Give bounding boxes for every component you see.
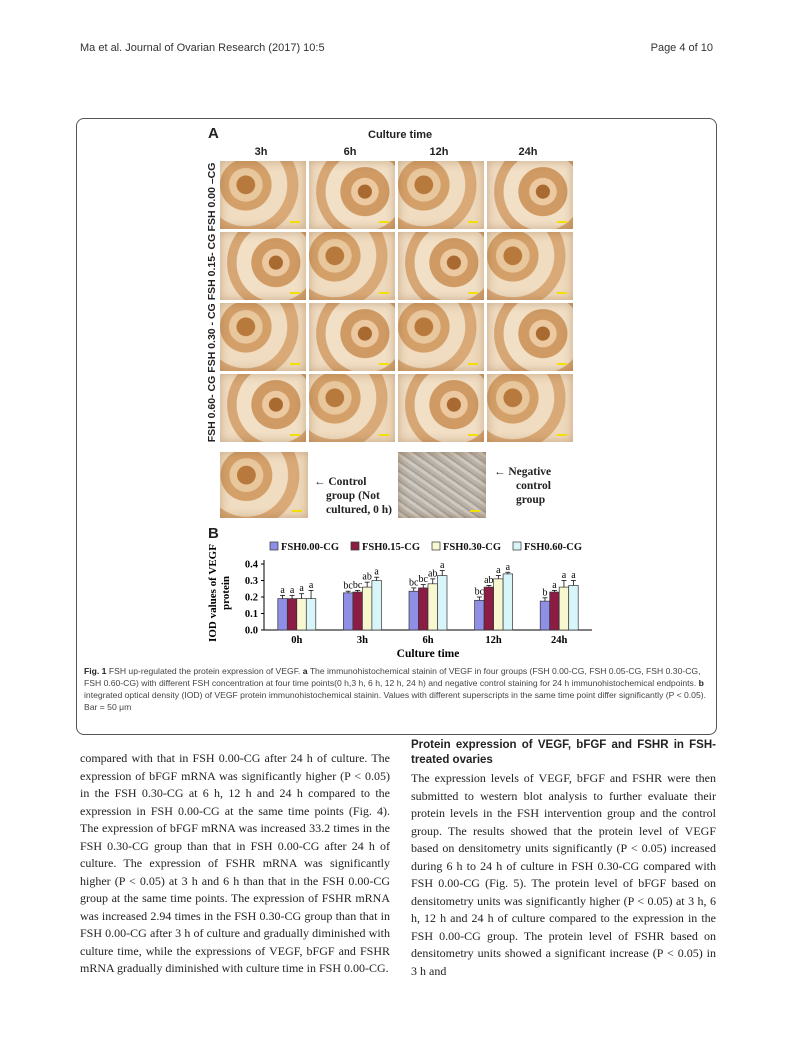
bar-3h-1 (353, 592, 363, 630)
bar-6h-3 (438, 576, 448, 630)
micrograph-r1-c4 (487, 161, 573, 229)
bar-0h-1 (287, 599, 297, 630)
y-axis-label: IOD values of VEGFprotein (207, 544, 232, 642)
y-tick-label-0: 0.0 (244, 625, 258, 637)
bar-24h-2 (559, 587, 569, 630)
bar-24h-3 (569, 585, 579, 630)
panel-a-letter: A (208, 125, 219, 142)
row-label-fsh-0-15: FSH 0.15- CG (206, 233, 218, 301)
caption-part-a: The immunohistochemical stainin of VEGF in four groups (FSH 0.00-CG, FSH 0.05-CG, FSH 0.30-CG, FSH 0.60-CG) with different FSH concentration at four time points(0 h,3 h, 6 h, 12 h, 24 h) and negative control staining for 24 h immunohistochemical endpoints. (84, 666, 701, 688)
x-tick-label-3: 12h (485, 635, 502, 646)
sig-letter-6h-3: a (440, 560, 445, 572)
body-column-left: compared with that in FSH 0.00-CG after 24 h of culture. The expression of bFGF mRNA was significantly higher (P < 0.05) in the FSH 0.30-CG at 6 h, 12 h and 24 h compared to the expression in FSH 0.00-CG at the same time points (Fig. 4). The expression of bFGF mRNA was increased 33.2 times in the FSH 0.30-CG group than that in FSH 0.00-CG after 24 h of culture. The expression of FSHR mRNA was significantly higher (P < 0.05) at 3 h and 6 h than that in the FSH 0.00-CG group at the same time points. The expression of FSHR mRNA was increased 2.94 times in the FSH 0.30-CG group than that in FSH 0.00-CG after 3 h of culture and gradually diminished with culture time, while the expressions of VEGF, bFGF and FSHR mRNA gradually diminished with culture time in FSH 0.00-CG. (80, 751, 390, 975)
micrograph-r2-c2 (309, 232, 395, 300)
sig-letter-3h-1: bc (352, 579, 363, 591)
micrograph-r1-c2 (309, 161, 395, 229)
culture-time-title: Culture time (368, 129, 433, 141)
bar-6h-0 (409, 591, 419, 630)
legend-swatch-0 (270, 542, 278, 550)
panel-b-letter: B (208, 525, 219, 542)
sig-letter-0h-2: a (299, 583, 304, 595)
caption-a-label: a (302, 666, 308, 676)
y-tick-label-1: 0.1 (244, 609, 258, 620)
sig-letter-6h-0: bc (409, 577, 419, 589)
bar-6h-1 (419, 588, 429, 630)
micrograph-r2-c4 (487, 232, 573, 300)
micrograph-r3-c4 (487, 303, 573, 371)
caption-fig-label: Fig. 1 (84, 666, 107, 676)
sig-letter-3h-3: a (374, 566, 379, 578)
bar-3h-3 (372, 581, 382, 631)
sig-letter-12h-3: a (505, 561, 511, 573)
x-tick-label-0: 0h (291, 635, 303, 646)
micrograph-r4-c2 (309, 374, 395, 442)
x-axis-label: Culture time (396, 648, 460, 660)
bar-12h-3 (503, 574, 512, 630)
caption-part-b: integrated optical density (IOD) of VEGF protein immunohistochemical stainin. Values with different superscripts in the same time point differ significantly (P < 0.05). Bar = 50 μm (84, 690, 706, 712)
figure-caption (84, 665, 710, 713)
legend-swatch-1 (351, 542, 359, 550)
sig-letter-24h-1: a (552, 579, 557, 591)
y-tick-label-2: 0.2 (244, 592, 258, 604)
micrograph-r2-c3 (398, 232, 484, 300)
vegf-iod-bar-chart (200, 536, 600, 662)
sig-letter-6h-2: ab (428, 568, 438, 580)
negative-control-label: ← Negative control group (494, 466, 552, 506)
y-tick-label-4: 0.4 (244, 559, 258, 571)
micrograph-r3-c3 (398, 303, 484, 371)
x-tick-label-4: 24h (551, 635, 568, 646)
bar-12h-2 (494, 579, 504, 630)
sig-letter-24h-2: a (561, 570, 567, 581)
legend-label-0: FSH0.00-CG (281, 542, 340, 553)
row-label-fsh-0-60: FSH 0.60- CG (206, 375, 218, 443)
row-label-fsh-0-30: FSH 0.30 - CG (206, 303, 218, 373)
section-title: Protein expression of VEGF, bFGF and FSHR in FSH-treated ovaries (411, 739, 716, 766)
body-column-right (411, 738, 716, 980)
micrograph-r4-c1 (220, 374, 306, 442)
sig-letter-12h-0: bc (474, 586, 485, 598)
bar-24h-0 (540, 601, 550, 630)
col-header-6h: 6h (343, 146, 357, 158)
bar-12h-0 (475, 600, 485, 630)
legend-swatch-2 (432, 542, 440, 550)
bar-24h-1 (550, 592, 560, 630)
col-header-12h: 12h (429, 146, 449, 158)
bar-0h-2 (297, 599, 307, 630)
y-tick-label-3: 0.3 (244, 576, 258, 587)
micrograph-control (220, 452, 308, 518)
sig-letter-3h-2: ab (362, 571, 372, 583)
micrograph-r3-c1 (220, 303, 306, 371)
row-label-fsh-0-00: FSH 0.00 –CG (206, 162, 218, 232)
sig-letter-0h-0: a (280, 584, 285, 596)
sig-letter-6h-1: bc (418, 574, 428, 586)
bar-3h-2 (362, 587, 372, 630)
micrograph-r4-c4 (487, 374, 573, 442)
sig-letter-0h-1: a (289, 584, 295, 596)
bar-3h-0 (343, 593, 353, 630)
micrograph-negative-control (398, 452, 486, 518)
sig-letter-12h-2: a (496, 565, 501, 577)
bar-0h-3 (306, 599, 316, 630)
caption-b-label: b (698, 678, 704, 688)
micrograph-r2-c1 (220, 232, 306, 300)
bar-12h-1 (484, 587, 494, 630)
legend-swatch-3 (513, 542, 521, 550)
sig-letter-0h-3: a (308, 579, 314, 591)
sig-letter-12h-1: ab (484, 574, 494, 586)
sig-letter-24h-0: b (542, 587, 548, 599)
col-header-24h: 24h (518, 146, 538, 158)
micrograph-r4-c3 (398, 374, 484, 442)
body-paragraph-right: The expression levels of VEGF, bFGF and FSHR were then submitted to western blot analysis to further evaluate their protein levels in the FSH intervention group and the control group. The results showed that the protein level of VEGF based on densitometry units significantly (P < 0.05) increased during 6 h to 24 h of culture in FSH 0.30-CG compared with FSH 0.00-CG (Fig. 5). The protein level of bFGF based on densitometry units was significantly higher (P < 0.05) at 3 h, 6 h, 12 h and 24 h of culture compared to the expression in the FSH 0.00-CG group. The protein level of FSHR based on densitometry units showed a significant increase (P < 0.05) in 3 h and (411, 771, 716, 978)
x-tick-label-1: 3h (356, 635, 368, 646)
bar-0h-0 (278, 599, 288, 630)
sig-letter-24h-3: a (571, 570, 576, 581)
legend-label-3: FSH0.60-CG (524, 542, 583, 553)
micrograph-r1-c3 (398, 161, 484, 229)
bar-6h-2 (428, 584, 438, 630)
col-header-3h: 3h (254, 146, 268, 158)
legend-label-2: FSH0.30-CG (443, 542, 502, 553)
x-tick-label-2: 6h (422, 635, 434, 646)
micrograph-r1-c1 (220, 161, 306, 229)
page-number: Page 4 of 10 (650, 42, 713, 54)
caption-intro: FSH up-regulated the protein expression of VEGF. (108, 666, 301, 676)
legend-label-1: FSH0.15-CG (362, 542, 421, 553)
sig-letter-3h-0: bc (343, 580, 353, 592)
micrograph-r3-c2 (309, 303, 395, 371)
running-header: Ma et al. Journal of Ovarian Research (2017) 10:5 (80, 42, 325, 54)
control-group-label: ← Control group (Not cultured, 0 h) (314, 476, 392, 516)
